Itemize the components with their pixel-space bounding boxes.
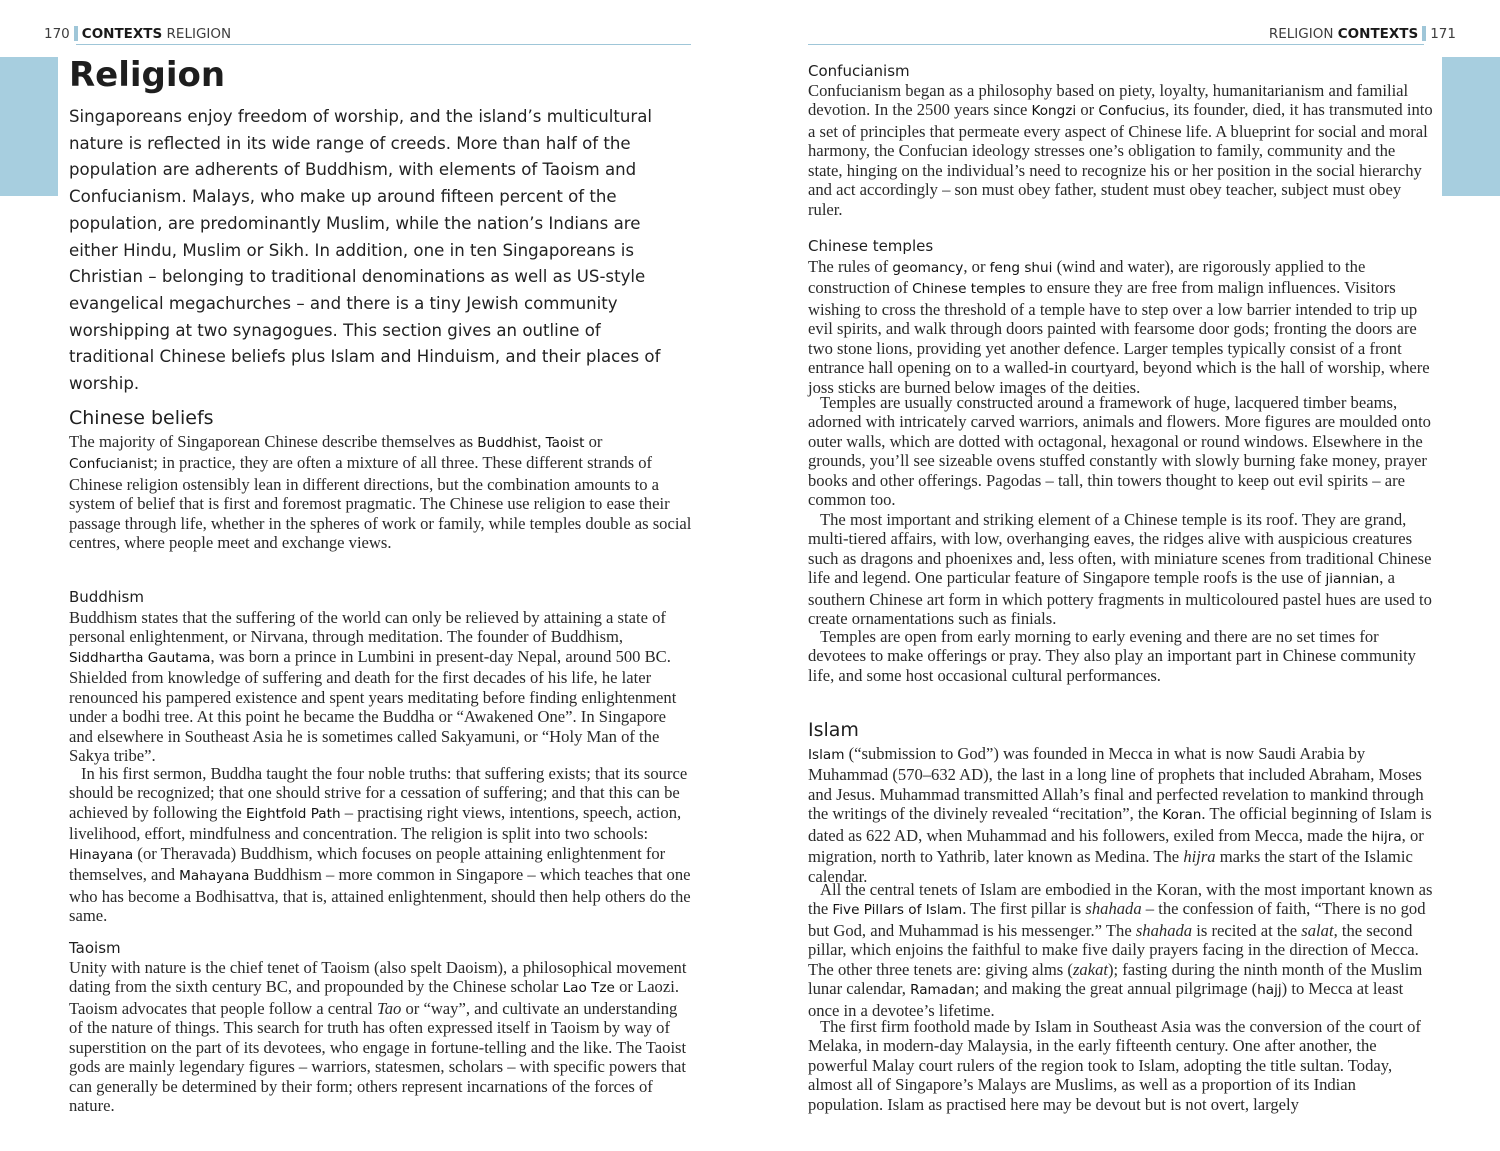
temples-paragraph-1: The rules of geomancy, or feng shui (wind and water), are rigorously applied to the construction of Chinese temples to ensure they are free from malign influences. Visitors wishing to cross the threshold of a temple have to step over a low barrier intended to trip up evil spirits, and walk through doors painted with fearsome door gods; fronting the doors are two stone lions, providing yet another defence. Larger temples typically consist of a front entrance hall opening on to a walled-in courtyard, beyond which is the hall of worship, where joss sticks are burned below images of the deities. <box>808 257 1430 397</box>
subheading-confucianism: Confucianism <box>808 62 910 80</box>
chapter-tab <box>0 57 58 196</box>
taoism-paragraph: Unity with nature is the chief tenet of Taoism (also spelt Daoism), a philosophical movement dating from the sixth century BC, and propounded by the Chinese scholar Lao Tze or Laozi. Taoism advocates that people follow a central Tao or “way”, and cultivate an understanding of the nature of things. This search for truth has often expressed itself in Taoism by way of superstition on the part of its devotees, who engage in fortune-telling and the like. The Taoist gods are mainly legendary figures – warriors, statesmen, scholars – with specific powers that can generally be determined by their form; others represent incarnations of the forces of nature. <box>69 958 687 1116</box>
temples-paragraph-3: The most important and striking element of a Chinese temple is its roof. They are grand, multi-tiered affairs, with low, overhanging eaves, the ridges alive with auspicious creatures such as dragons and phoenixes and, less often, with miniature scenes from traditional Chinese life and legend. One particular feature of Singapore temple roofs is the use of jiannian, a southern Chinese art form in which pottery fragments in multicoloured pastel hues are used to create ornamentations such as finials. <box>808 510 1432 629</box>
header-section: CONTEXTS <box>81 26 163 42</box>
left-running-header <box>44 26 231 44</box>
keyword: Taoist <box>545 435 585 451</box>
section-heading-chinese-beliefs: Chinese beliefs <box>69 407 214 429</box>
header-divider <box>74 26 78 41</box>
header-divider <box>1422 26 1426 41</box>
header-section: CONTEXTS <box>1337 26 1419 42</box>
section-heading-islam: Islam <box>808 719 859 741</box>
keyword: Ramadan <box>910 982 975 999</box>
subheading-buddhism: Buddhism <box>69 588 144 606</box>
page-title: Religion <box>69 55 226 95</box>
header-topic: RELIGION <box>1268 26 1334 42</box>
buddhism-paragraph-2: In his first sermon, Buddha taught the four noble truths: that suffering exists; that its source should be recognized; that one should strive for a cessation of suffering; and that this can be achieved by following the Eightfold Path – practising right views, intentions, speech, action, livelihood, effort, mindfulness and concentration. The religion is split into two schools: Hinayana (or Theravada) Buddhism, which focuses on people attaining enlightenment for themselves, and Mahayana Buddhism – more common in Singapore – which teaches that one who has become a Bodhisattva, that is, attained enlightenment, should then help others do the same. <box>69 764 691 926</box>
keyword: Hinayana <box>69 846 134 863</box>
keyword: Confucius <box>1098 103 1166 120</box>
page-number: 170 <box>44 26 70 42</box>
temples-paragraph-2: Temples are usually constructed around a framework of huge, lacquered timber beams, adorned with intricately carved warriors, animals and flowers. More figures are moulded onto outer walls, which are dotted with octagonal, hexagonal or round windows. Elsewhere in the grounds, you’ll see sizeable ovens stuffed constantly with slowly burning fake money, prayer books and other offerings. Pagodas – tall, thin towers thought to keep out evil spirits – are common too. <box>808 393 1431 510</box>
confucianism-paragraph: Confucianism began as a philosophy based on piety, loyalty, humanitarianism and familial devotion. In the 2500 years since Kongzi or Confucius, its founder, died, it has transmuted into a set of principles that permeate every aspect of Chinese life. A blueprint for social and moral harmony, the Confucian ideology stresses one’s obligation to family, community and the state, hinging on the individual’s need to recognize his or her position in the social hierarchy and act accordingly – son must obey father, student must obey teacher, subject must obey ruler. <box>808 81 1433 219</box>
intro-paragraph: Singaporeans enjoy freedom of worship, and the island’s multicultural nature is reflected in its wide range of creeds. More than half of the population are adherents of Buddhism, with elements of Taoism and Confucianism. Malays, who make up around fifteen percent of the population, are predominantly Muslim, while the nation’s Indians are either Hindu, Muslim or Sikh. In addition, one in ten Singaporeans is Christian – belonging to traditional denominations as well as US-style evangelical megachurches – and there is a tiny Jewish community worshipping at two synagogues. This section gives an outline of traditional Chinese beliefs plus Islam and Hinduism, and their places of worship. <box>69 107 661 394</box>
italic-term: salat <box>1301 920 1334 940</box>
keyword: Siddhartha Gautama <box>69 649 211 666</box>
buddhism-paragraph-1: Buddhism states that the suffering of the world can only be relieved by attaining a state of personal enlightenment, or Nirvana, through meditation. The founder of Buddhism, Siddhartha Gautama, was born a prince in Lumbini in present-day Nepal, around 500 BC. Shielded from knowledge of suffering and death for the first decades of his life, he later renounced his pampered existence and spent years meditating before finding enlightenment under a bodhi tree. At this point he became the Buddha or “Awakened One”. In Singapore and elsewhere in Southeast Asia he is sometimes called Sakyamuni, or “Holy Man of the Sakya tribe”. <box>69 608 677 766</box>
right-running-header <box>1269 26 1456 44</box>
islam-paragraph-2: All the central tenets of Islam are embodied in the Koran, with the most important known as the Five Pillars of Islam. The first pillar is shahada – the confession of faith, “There is no god but God, and Muhammad is his messenger.” The shahada is recited at the salat, the second pillar, which enjoins the faithful to make five daily prayers facing in the direction of Mecca. The other three tenets are: giving alms (zakat); fasting during the ninth month of the Muslim lunar calendar, Ramadan; and making the great annual pilgrimage (hajj) to Mecca at least once in a devotee’s lifetime. <box>808 880 1433 1020</box>
islam-paragraph-3: The first firm foothold made by Islam in Southeast Asia was the conversion of the court of Melaka, in modern-day Malaysia, in the early fifteenth century. One after another, the powerful Malay court rulers of the region took to Islam, adopting the title sultan. Today, almost all of Singapore’s Malays are Muslims, as well as a proportion of its Indian population. Islam as practised here may be devout but is not overt, largely <box>808 1017 1421 1114</box>
keyword: Koran <box>1162 807 1202 824</box>
keyword: hijra <box>1371 828 1402 845</box>
italic-term: Tao <box>377 998 402 1018</box>
header-rule <box>76 44 691 45</box>
keyword: jiannian <box>1325 571 1380 588</box>
keyword: Mahayana <box>179 868 250 885</box>
keyword: feng shui <box>989 260 1053 276</box>
keyword: hajj <box>1257 982 1282 999</box>
header-rule <box>808 44 1424 45</box>
keyword: geomancy <box>892 260 964 276</box>
italic-term: zakat <box>1072 959 1108 979</box>
keyword: Lao Tze <box>562 980 615 997</box>
keyword: Confucianist <box>69 456 154 473</box>
italic-term: shahada <box>1135 920 1193 940</box>
italic-term: shahada <box>1085 899 1142 919</box>
header-topic: RELIGION <box>166 26 232 42</box>
chinese-beliefs-paragraph: The majority of Singaporean Chinese describe themselves as Buddhist, Taoist or Confucianist; in practice, they are often a mixture of all three. These different strands of Chinese religion ostensibly lean in different directions, but the combination amounts to a system of belief that is first and foremost pragmatic. The Chinese use religion to ease their passage through life, whether in the spheres of work or family, while temples double as social centres, where people meet and exchange views. <box>69 432 692 553</box>
keyword: Chinese temples <box>912 281 1026 298</box>
right-page <box>750 0 1500 1151</box>
temples-paragraph-4: Temples are open from early morning to early evening and there are no set times for devotees to make offerings or pray. They also play an important part in Chinese community life, and some host occasional cultural performances. <box>808 627 1416 685</box>
keyword: Buddhist <box>477 435 538 451</box>
chapter-tab <box>1442 57 1500 196</box>
subheading-chinese-temples: Chinese temples <box>808 237 934 255</box>
keyword: Eightfold Path <box>245 805 341 822</box>
page-number: 171 <box>1430 26 1456 42</box>
keyword: Five Pillars of Islam <box>832 902 963 919</box>
keyword: Islam <box>808 747 845 763</box>
islam-paragraph-1: Islam (“submission to God”) was founded in Mecca in what is now Saudi Arabia by Muhammad (570–632 AD), the last in a long line of prophets that included Abraham, Moses and Jesus. Muhammad transmitted Allah’s final and perfected revelation to mankind through the writings of the divinely revealed “recitation”, the Koran. The official beginning of Islam is dated as 622 AD, when Muhammad and his followers, exiled from Mecca, made the hijra, or migration, north to Yathrib, later known as Medina. The hijra marks the start of the Islamic calendar. <box>808 744 1432 886</box>
italic-term: hijra <box>1183 847 1216 867</box>
keyword: Kongzi <box>1031 103 1077 120</box>
subheading-taoism: Taoism <box>69 939 121 957</box>
